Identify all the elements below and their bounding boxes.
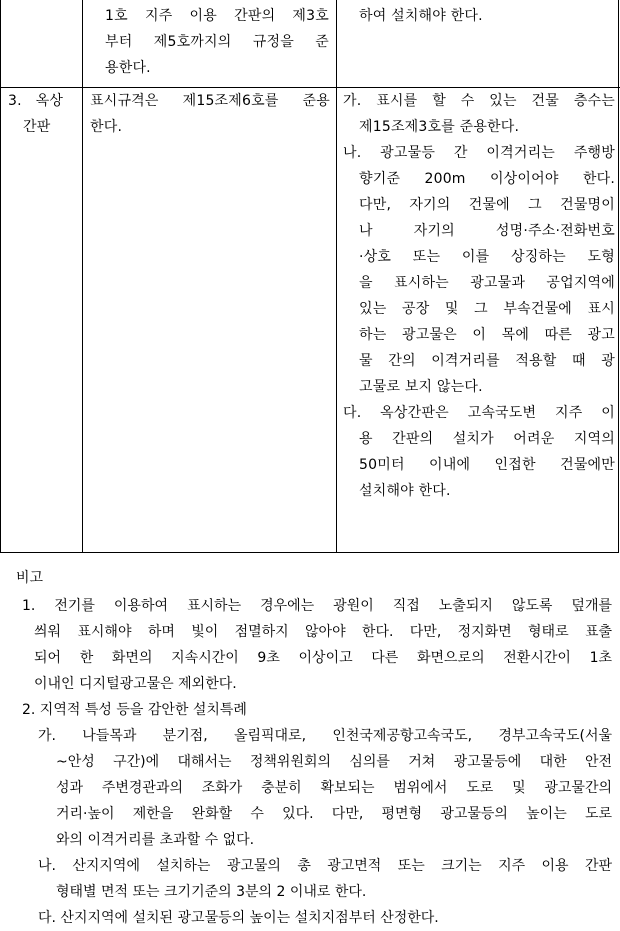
item-na: 나. 광고물등 간 이격거리는 주행방 [343, 145, 615, 161]
text-line: 물 간의 이격거리를 적용할 때 광 [359, 353, 615, 369]
column-divider-1 [82, 0, 83, 553]
remark-line: ~안성 구간)에 대해서는 정책위원회의 심의를 거쳐 광고물등에 대한 안전 [56, 754, 612, 770]
remark-line: 씌워 표시해야 하며 빛이 점멸하지 않아야 한다. 다만, 정지화면 형태로 표출 [34, 624, 612, 640]
prev-row-col3 [359, 3, 614, 29]
column-divider-2 [336, 0, 337, 553]
text-line: 부터 제5호까지의 규정을 준 [105, 34, 329, 50]
text-line: 용 간판의 설치가 어려운 지역의 [359, 431, 615, 447]
text-line: 하는 광고물은 이 목에 따른 광고 [359, 327, 615, 343]
text-line: 표시규격은 제15조제6호를 준용 [90, 93, 330, 109]
remark-line: 2. 지역적 특성 등을 감안한 설치특례 [22, 702, 247, 718]
text-line: 한다. [90, 119, 123, 135]
remark-line: 형태별 면적 또는 크기기준의 3분의 2 이내로 한다. [56, 884, 367, 900]
text-line: 나 자기의 성명·주소·전화번호 [359, 223, 615, 239]
remark-line: 이내인 디지털광고물은 제외한다. [34, 676, 237, 692]
text-line: 설치해야 한다. [359, 483, 451, 499]
remark-line: 1. 전기를 이용하여 표시하는 경우에는 광원이 직접 노출되지 않도록 덮개를 [22, 598, 612, 614]
text-line: 있는 공장 및 그 부속건물에 표시 [359, 301, 615, 317]
text-line: 다만, 자기의 건물에 그 건물명이 [359, 197, 615, 213]
category-label: 3. 옥상 [8, 93, 64, 109]
remark-line: 다. 산지지역에 설치된 광고물등의 높이는 설치지점부터 산정한다. [38, 910, 439, 926]
remark-line: 되어 한 화면의 지속시간이 9초 이상이고 다른 화면으로의 전환시간이 1초 [34, 650, 612, 666]
item-da: 다. 옥상간판은 고속국도변 지주 이 [343, 405, 615, 421]
text-line: 1호 지주 이용 간판의 제3호 [105, 8, 329, 24]
remark-line: 나. 산지지역에 설치하는 광고물의 총 광고면적 또는 크기는 지주 이용 간판 [38, 858, 612, 874]
text-line: 하여 설치해야 한다. [359, 8, 483, 24]
text-line: 제15조제3호를 준용한다. [359, 119, 520, 135]
text-line: 용한다. [105, 60, 151, 76]
text-line: ·상호 또는 이를 상징하는 도형 [359, 249, 615, 265]
remark-line: 성과 주변경관과의 조화가 충분히 확보되는 범위에서 도로 및 광고물간의 [56, 780, 612, 796]
text-line: 향기준 200m 이상이어야 한다. [359, 171, 615, 187]
category-label: 간판 [23, 119, 51, 135]
text-line: 을 표시하는 광고물과 공업지역에 [359, 275, 615, 291]
remark-line: 거리·높이 제한을 완화할 수 있다. 다만, 평면형 광고물등의 높이는 도로 [56, 806, 612, 822]
installation-rules-cell [343, 88, 615, 504]
prev-row-col2 [105, 3, 329, 81]
text-line: 50미터 이내에 인접한 건물에만 [359, 457, 615, 473]
display-standard-cell [90, 88, 330, 140]
item-ga: 가. 표시를 할 수 있는 건물 층수는 [343, 93, 615, 109]
category-rooftop-sign [8, 88, 78, 140]
remark-line: 가. 나들목과 분기점, 올림픽대로, 인천국제공항고속국도, 경부고속국도(서울 [38, 728, 612, 744]
text-line: 고물로 보지 않는다. [359, 379, 483, 395]
remarks-heading: 비고 [16, 570, 44, 586]
remark-line: 와의 이격거리를 초과할 수 없다. [56, 832, 255, 848]
